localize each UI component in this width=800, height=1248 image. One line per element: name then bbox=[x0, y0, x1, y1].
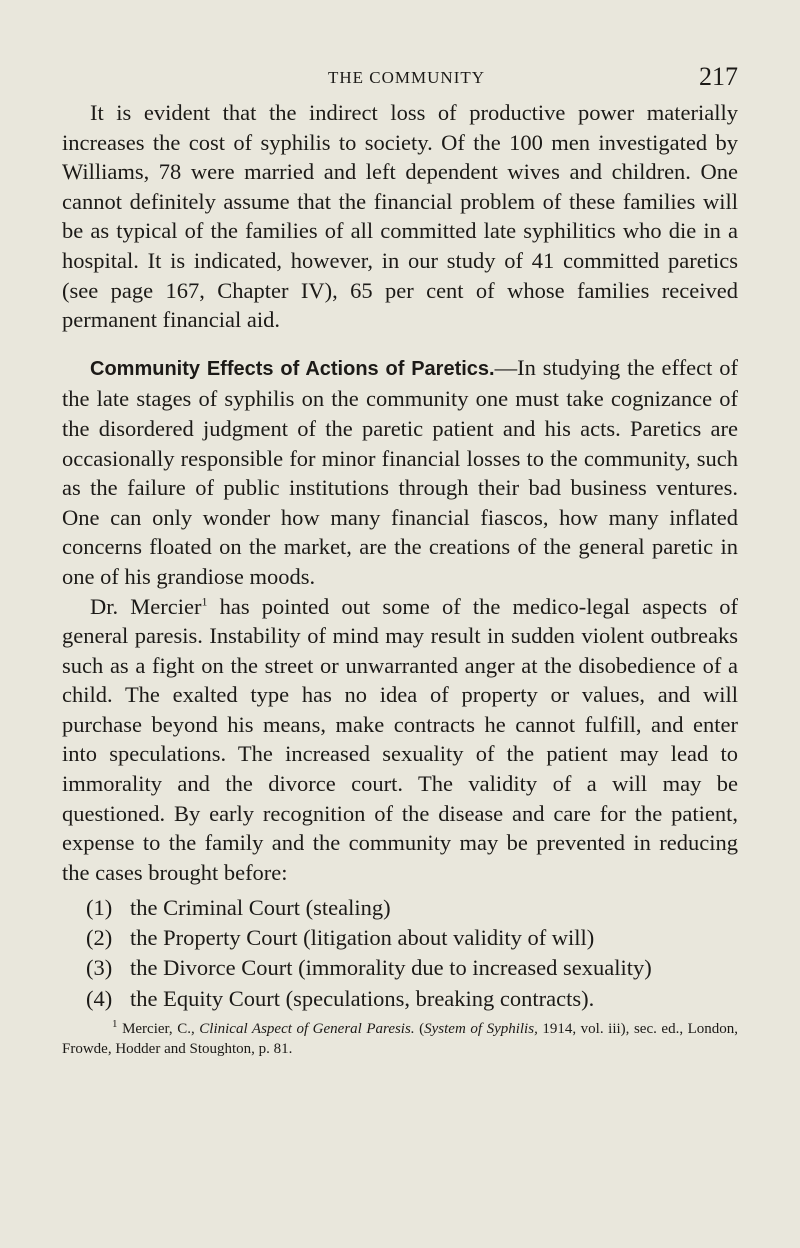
list-item bbox=[62, 893, 738, 923]
page-number: 217 bbox=[699, 62, 738, 91]
mercier-text: has pointed out some of the medico-legal aspects of general paresis. Instability of mind may result in sudden violent outbreaks such as a fight on the street or unwarranted anger at the disobedience of a child. The exalted type has no idea of property or values, and will purchase beyond his means, make contracts he cannot fulfill, and enter into speculations. The increased sexuality of the patient may lead to immorality and the divorce court. The validity of a will may be questioned. By early recognition of the disease and care for the patient, expense to the family and the community may be prevented in reducing the cases brought before: bbox=[62, 593, 738, 885]
list-text: the Property Court (litigation about validity of will) bbox=[130, 925, 595, 951]
list-number: (2) bbox=[86, 925, 113, 951]
footnote-reference: 1 bbox=[201, 594, 208, 608]
list-text: the Equity Court (speculations, breaking contracts). bbox=[130, 986, 595, 1012]
paragraph-community-effects bbox=[62, 353, 738, 592]
running-head bbox=[0, 62, 800, 102]
list-text: the Divorce Court (immorality due to increased sexuality) bbox=[130, 954, 652, 980]
footnote bbox=[62, 1014, 738, 1059]
section-heading: Community Effects of Actions of Paretics. bbox=[90, 357, 495, 380]
section-text: —In studying the effect of the late stages of syphilis on the community one must take cognizance of the disordered judgment of the paretic patient and his acts. Paretics are occasionally responsible for minor financial losses to the community, such as the failure of public institutions through their bad business ventures. One can only wonder how many financial fiascos, how many inflated concerns floated on the market, are the creations of the general paretic in one of his grandiose moods. bbox=[62, 354, 738, 589]
footnote-number: 1 bbox=[112, 1017, 118, 1030]
paragraph-mercier bbox=[62, 592, 738, 888]
list-number: (1) bbox=[86, 895, 113, 921]
running-title: THE COMMUNITY bbox=[328, 68, 486, 87]
footnote-details: 1914, vol. iii), sec. ed., London, Frowde, Hodder and Stoughton, p. 81. bbox=[62, 1020, 739, 1057]
footnote-series: System of Syphilis, bbox=[424, 1020, 538, 1037]
body-text bbox=[62, 98, 738, 1059]
list-text: the Criminal Court (stealing) bbox=[130, 895, 391, 921]
list-item bbox=[62, 923, 738, 953]
paragraph-productive-power: It is evident that the indirect loss of productive power materially increases the cost of syphilis to society. Of the 100 men investigated by Williams, 78 were married and left dependent wives and children. One cannot definitely assume that the financial problem of these families will be as typical of the families of all committed late syphilitics who die in a hospital. It is indicated, however, in our study of 41 committed paretics (see page 167, Chapter IV), 65 per cent of whose families received permanent financial aid. bbox=[62, 100, 738, 333]
list-number: (3) bbox=[86, 954, 113, 980]
footnote-author: Mercier, C., bbox=[122, 1020, 200, 1037]
footnote-paren: ( bbox=[414, 1020, 425, 1037]
footnote-title: Clinical Aspect of General Paresis. bbox=[199, 1020, 415, 1037]
mercier-lead: Dr. Mercier bbox=[90, 593, 202, 619]
list-number: (4) bbox=[86, 986, 113, 1012]
list-item bbox=[62, 953, 738, 983]
court-list bbox=[62, 893, 738, 1013]
list-item bbox=[62, 984, 738, 1014]
